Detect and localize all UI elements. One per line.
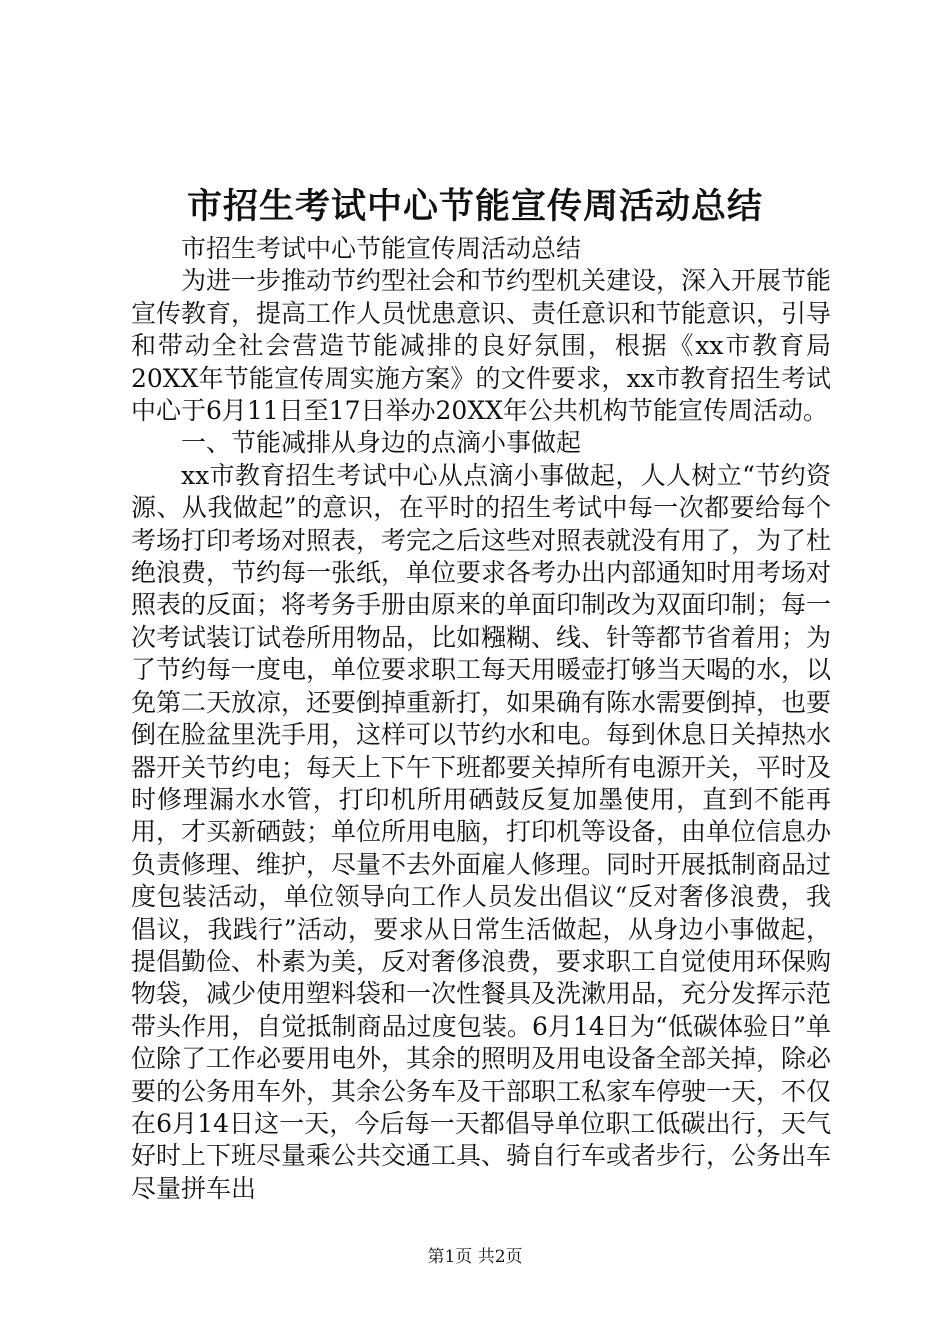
section-heading-1: 一、节能减排从身边的点滴小事做起: [181, 428, 582, 458]
paragraph-intro: 为进一步推动节约型社会和节约型机关建设，深入开展节能宣传教育，提高工作人员忧患意识、责任意识和节能意识，引导和带动全社会营造节能减排的良好氛围，根据《xx市教育局20XX年节能宣传周实施方案》的文件要求，xx市教育招生考试中心于6月11日至17日举办20XX年公共机构节能宣传周活动。: [131, 266, 832, 426]
document-body: [131, 233, 831, 1205]
paragraph-section-1: xx市教育招生考试中心从点滴小事做起，人人树立“节约资源、从我做起”的意识，在平时的招生考试中每一次都要给每个考场打印考场对照表，考完之后这些对照表就没有用了，为了杜绝浪费，节约每一张纸，单位要求各考办出内部通知时用考场对照表的反面；将考务手册由原来的单面印制改为双面印制；每一次考试装订试卷所用物品，比如糨糊、线、针等都节省着用；为了节约每一度电，单位要求职工每天用暖壶打够当天喝的水，以免第二天放凉，还要倒掉重新打，如果确有陈水需要倒掉，也要倒在脸盆里洗手用，这样可以节约水和电。每到休息日关掉热水器开关节约电；每天上下午下班都要关掉所有电源开关，平时及时修理漏水水管，打印机所用硒鼓反复加墨使用，直到不能再用，才买新硒鼓；单位所用电脑，打印机等设备，由单位信息办负责修理、维护，尽量不去外面雇人修理。同时开展抵制商品过度包装活动，单位领导向工作人员发出倡议“反对奢侈浪费，我倡议，我践行”活动，要求从日常生活做起，从身边小事做起，提倡勤俭、朴素为美，反对奢侈浪费，要求职工自觉使用环保购物袋，减少使用塑料袋和一次性餐具及洗漱用品，充分发挥示范带头作用，自觉抵制商品过度包装。6月14日为“低碳体验日”单位除了工作必要用电外，其余的照明及用电设备全部关掉，除必要的公务用车外，其余公务车及干部职工私家车停驶一天，不仅在6月14日这一天，今后每一天都倡导单位职工低碳出行，天气好时上下班尽量乘公共交通工具、骑自行车或者步行，公务出车尽量拼车出: [131, 460, 832, 1203]
document-title: 市招生考试中心节能宣传周活动总结: [186, 186, 763, 227]
paragraph-subtitle: 市招生考试中心节能宣传周活动总结: [181, 234, 582, 263]
page-footer: 第1页 共2页: [427, 1247, 523, 1267]
